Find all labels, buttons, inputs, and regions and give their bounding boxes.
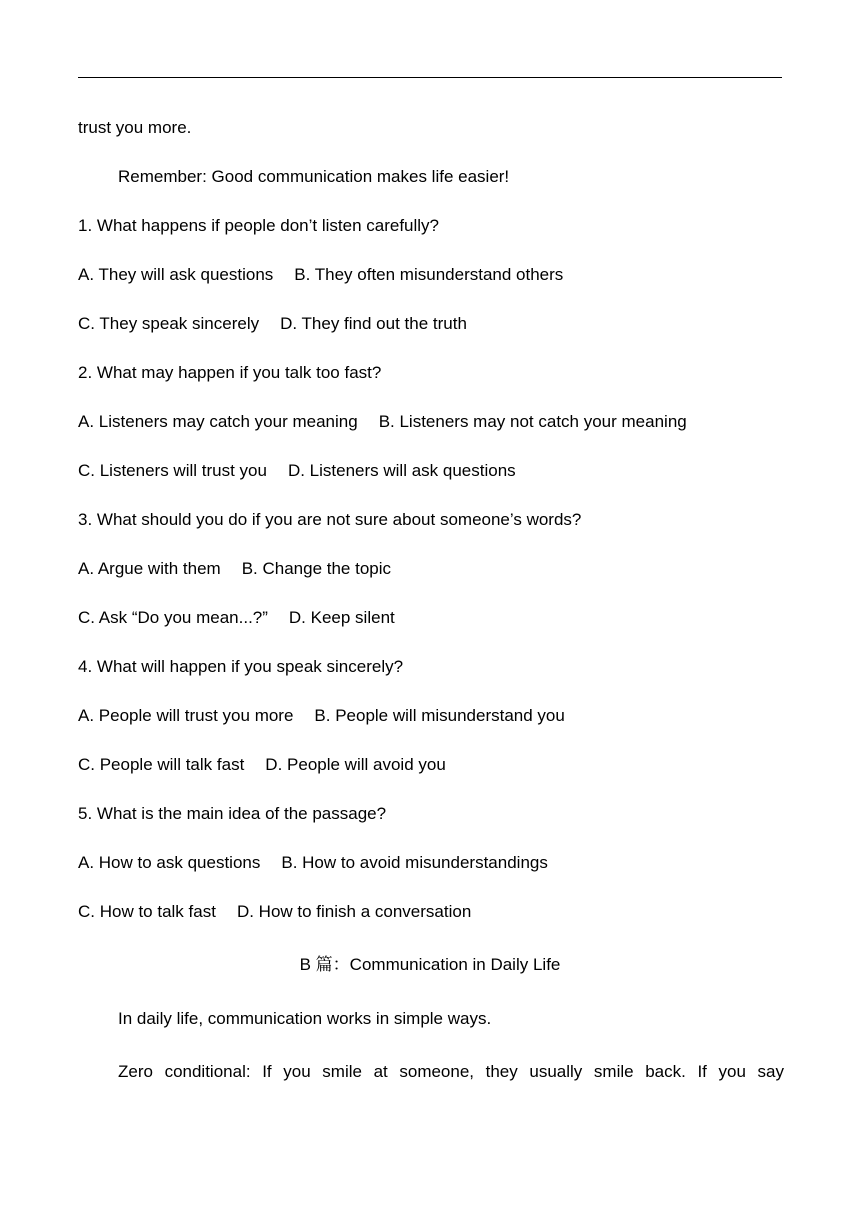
question-2-stem: 2. What may happen if you talk too fast? [78,363,382,382]
question-3-option-b: B. Change the topic [241,559,392,578]
question-2-options-row-1 [78,411,687,433]
question-5-option-d: D. How to finish a conversation [236,902,472,921]
question-2-options-row-2 [78,460,516,482]
header-rule [78,77,782,78]
question-4-option-d: D. People will avoid you [265,755,446,774]
question-4-option-a: A. People will trust you more [78,706,294,725]
question-3-options-row-2 [78,607,395,629]
question-1-options-row-1 [78,264,563,286]
question-5-options-row-2 [78,901,471,923]
section-title: B 篇：Communication in Daily Life [299,955,561,974]
question-1-options-row-2 [78,313,467,335]
question-4-options-row-1 [78,705,565,727]
question-5-options-row-1 [78,852,548,874]
question-5-option-c: C. How to talk fast [78,902,216,921]
question-5-stem: 5. What is the main idea of the passage? [78,804,387,823]
closing-remark: Remember: Good communication makes life easier! [118,167,510,186]
paragraph-zero-conditional: Zero conditional: If you smile at someone, they usually smile back. If you say [118,1062,784,1081]
question-4-stem: 4. What will happen if you speak sincerely? [78,657,404,676]
question-4-option-c: C. People will talk fast [78,755,245,774]
question-3-options-row-1 [78,558,391,580]
question-2-option-c: C. Listeners will trust you [78,461,267,480]
question-1-stem: 1. What happens if people don’t listen carefully? [78,216,440,235]
question-1-option-c: C. They speak sincerely [78,314,260,333]
question-2-option-d: D. Listeners will ask questions [287,461,516,480]
question-4-options-row-2 [78,754,446,776]
question-1-option-a: A. They will ask questions [78,265,274,284]
question-3-option-d: D. Keep silent [288,608,395,627]
question-4-option-b: B. People will misunderstand you [314,706,565,725]
question-1-option-b: B. They often misunderstand others [294,265,564,284]
question-5-option-b: B. How to avoid misunderstandings [281,853,548,872]
continuation-line: trust you more. [78,118,192,137]
question-2-option-b: B. Listeners may not catch your meaning [378,412,687,431]
question-3-option-a: A. Argue with them [78,559,221,578]
question-5-option-a: A. How to ask questions [78,853,261,872]
question-2-option-a: A. Listeners may catch your meaning [78,412,358,431]
question-1-option-d: D. They find out the truth [280,314,467,333]
question-3-option-c: C. Ask “Do you mean...?” [78,608,268,627]
question-3-stem: 3. What should you do if you are not sure about someone’s words? [78,510,582,529]
paragraph-intro: In daily life, communication works in simple ways. [118,1009,492,1028]
